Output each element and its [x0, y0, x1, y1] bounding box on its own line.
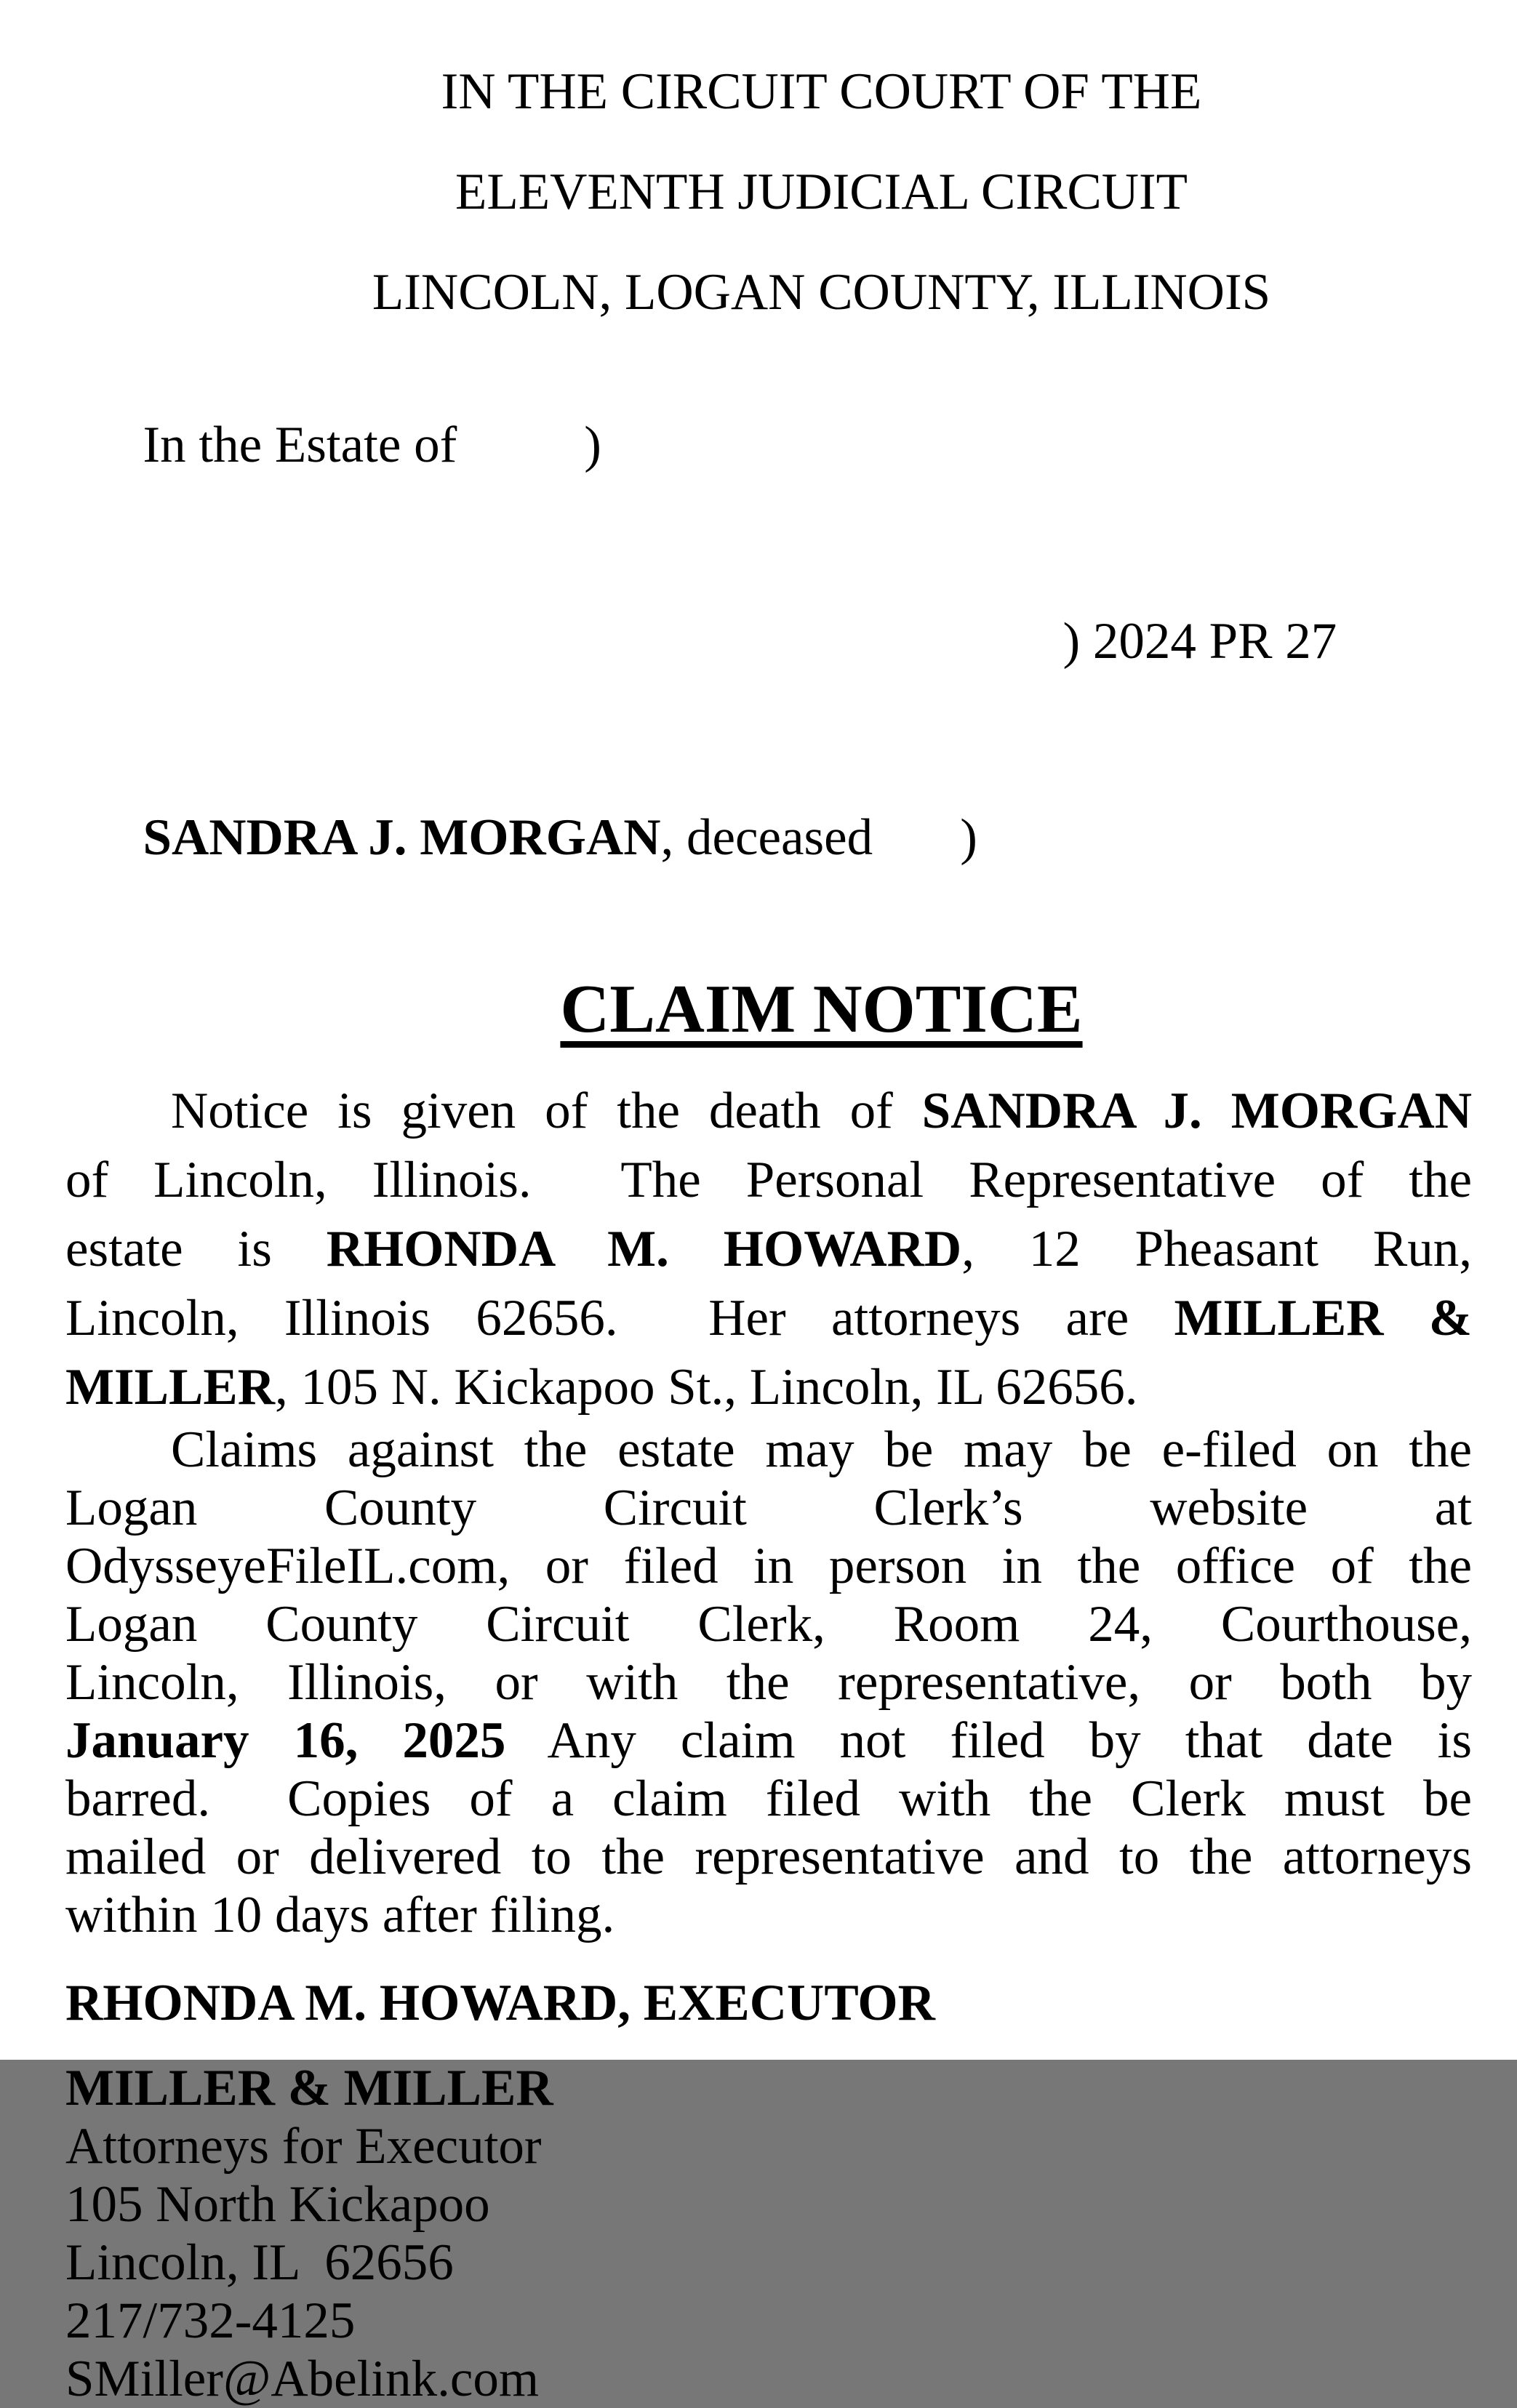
- text-segment: Lincoln, Illinois 62656. Her attorneys are: [65, 1290, 1174, 1347]
- claims-paragraph-line: [65, 1711, 1472, 1770]
- text-segment: within 10 days after filing.: [65, 1887, 615, 1943]
- estate-of-line: [65, 347, 1472, 543]
- court-header: [65, 41, 1472, 342]
- text-segment: Logan County Circuit Clerk, Room 24, Courthouse,: [65, 1596, 1472, 1653]
- text-segment: Claims against the estate may be may be e-filed on the: [171, 1421, 1472, 1478]
- firm-address-block: [65, 2117, 1472, 2408]
- court-header-line: ELEVENTH JUDICIAL CIRCUIT: [455, 164, 1188, 220]
- claims-paragraph-line: [65, 1421, 1472, 1479]
- text-segment: mailed or delivered to the representative and to the attorneys: [65, 1829, 1472, 1885]
- title-block: [65, 972, 1472, 1046]
- caption-paren-3: ): [960, 809, 977, 866]
- notice-paragraph-line: [65, 1146, 1472, 1215]
- text-segment: barred. Copies of a claim filed with the Clerk must be: [65, 1770, 1472, 1827]
- text-segment: estate is: [65, 1221, 327, 1277]
- notice-paragraph: [65, 1077, 1472, 1422]
- firm-address-line: Lincoln, IL 62656: [65, 2234, 454, 2291]
- estate-of-label: In the Estate of: [143, 417, 457, 473]
- bold-text-segment: RHONDA M. HOWARD: [326, 1221, 962, 1277]
- claim-notice-title: CLAIM NOTICE: [560, 971, 1083, 1047]
- bold-text-segment: January 16, 2025: [65, 1712, 506, 1769]
- claims-paragraph-line: [65, 1595, 1472, 1653]
- notice-paragraph-line: [65, 1353, 1472, 1422]
- claims-paragraph-line: [65, 1886, 1472, 1944]
- bold-text-segment: MILLER &: [1174, 1290, 1472, 1347]
- text-segment: , 105 N. Kickapoo St., Lincoln, IL 62656.: [275, 1359, 1138, 1416]
- decedent-name: SANDRA J. MORGAN: [143, 809, 661, 866]
- notice-paragraph-line: [65, 1077, 1472, 1146]
- case-number: ) 2024 PR 27: [1062, 613, 1337, 670]
- decedent-suffix: , deceased: [660, 809, 873, 866]
- case-caption: [65, 347, 1472, 936]
- decedent-line: [65, 739, 1472, 936]
- bold-text-segment: MILLER: [65, 1359, 275, 1416]
- text-segment: OdysseyeFileIL.com, or filed in person in the office of the: [65, 1538, 1472, 1594]
- case-number-line: [65, 543, 1472, 739]
- claims-paragraph-line: [65, 1479, 1472, 1537]
- text-segment: Lincoln, Illinois, or with the representative, or both by: [65, 1654, 1472, 1711]
- text-segment: , 12 Pheasant Run,: [961, 1221, 1472, 1277]
- court-header-line: LINCOLN, LOGAN COUNTY, ILLINOIS: [372, 264, 1271, 321]
- claims-paragraph-line: [65, 1770, 1472, 1828]
- text-segment: of Lincoln, Illinois. The Personal Representative of the: [65, 1152, 1472, 1208]
- court-header-line: IN THE CIRCUIT COURT OF THE: [441, 63, 1202, 120]
- notice-paragraph-line: [65, 1284, 1472, 1353]
- text-segment: Notice is given of the death of: [171, 1083, 922, 1139]
- claims-paragraph-line: [65, 1828, 1472, 1886]
- text-segment: Any claim not filed by that date is: [505, 1712, 1472, 1769]
- claims-paragraph-line: [65, 1537, 1472, 1595]
- firm-address-line: Attorneys for Executor: [65, 2118, 542, 2175]
- claims-paragraph-line: [65, 1653, 1472, 1711]
- firm-address-line: SMiller@Abelink.com: [65, 2351, 540, 2407]
- firm-name: MILLER & MILLER: [65, 2060, 553, 2116]
- text-segment: Logan County Circuit Clerk’s website at: [65, 1480, 1472, 1536]
- firm-address-line: 217/732-4125: [65, 2292, 356, 2349]
- claims-paragraph: [65, 1421, 1472, 1944]
- bold-text-segment: SANDRA J. MORGAN: [921, 1083, 1472, 1139]
- notice-paragraph-line: [65, 1215, 1472, 1284]
- caption-paren-1: ): [584, 417, 601, 473]
- executor-signature-line: RHONDA M. HOWARD, EXECUTOR: [65, 1975, 935, 2031]
- firm-address-line: 105 North Kickapoo: [65, 2176, 490, 2233]
